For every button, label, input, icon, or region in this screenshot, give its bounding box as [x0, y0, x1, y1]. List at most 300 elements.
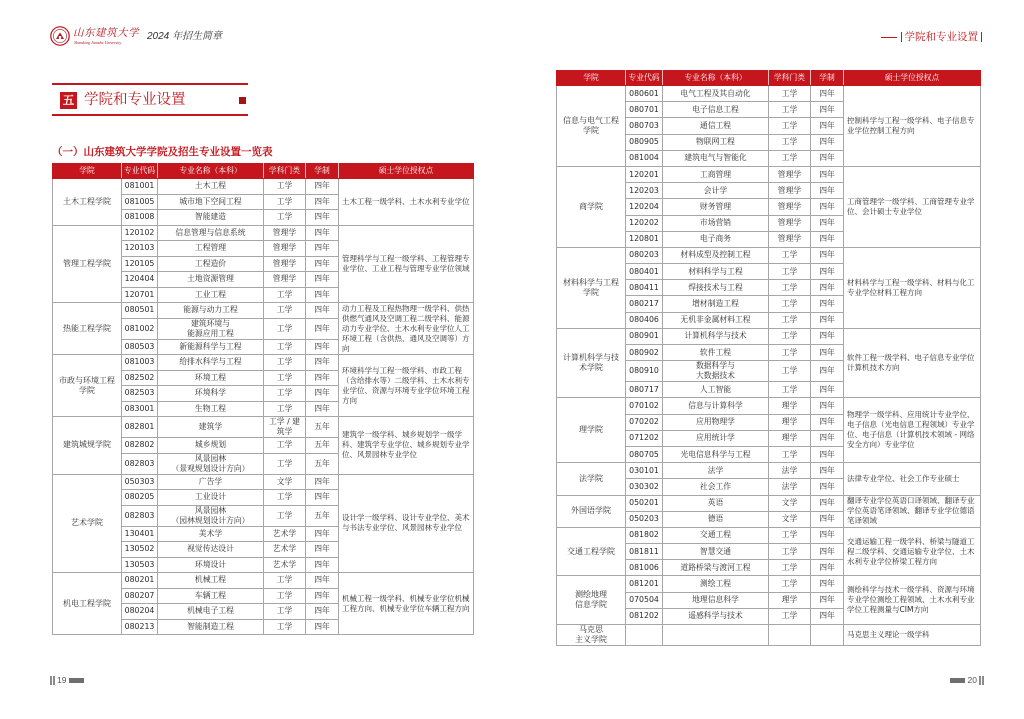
college-cell: 交通工程学院 [557, 527, 626, 576]
master-degree-cell: 动力工程及工程热物理一级学科、供热供燃气通风及空调工程二级学科、能源动力专业学位、土木水利专业学位人工环境工程（含供热、通风及空调等）方向 [339, 303, 474, 355]
master-degree-cell: 交通运输工程一级学科、桥梁与隧道工程二级学科、交通运输专业学位、土木水利专业学位桥梁工程方向 [844, 527, 981, 576]
major-name-cell: 城乡规划 [158, 438, 264, 454]
major-code-cell: 083001 [122, 401, 158, 417]
duration-cell: 四年 [306, 210, 339, 226]
duration-cell: 四年 [811, 280, 844, 296]
major-name-cell: 机械工程 [158, 573, 264, 589]
major-name-cell: 工商管理 [663, 166, 769, 182]
discipline-cell: 工学 [264, 355, 306, 371]
college-cell: 马克思 主义学院 [557, 625, 626, 646]
discipline-cell: 管理学 [769, 199, 811, 215]
duration-cell: 四年 [306, 318, 339, 339]
major-code-cell: 130401 [122, 526, 158, 542]
footer-tick [50, 676, 52, 685]
running-header-bar-left [901, 32, 902, 42]
discipline-cell: 工学 [769, 102, 811, 118]
major-name-cell: 遥感科学与技术 [663, 608, 769, 624]
discipline-cell: 工学 [769, 527, 811, 543]
major-code-cell: 082801 [122, 417, 158, 438]
duration-cell: 四年 [811, 511, 844, 527]
master-degree-cell: 物理学一级学科、应用统计专业学位、电子信息（光电信息工程领域）专业学位、电子信息（计算机技术领域 - 网络安全方向）专业学位 [844, 398, 981, 463]
duration-cell: 四年 [306, 401, 339, 417]
column-header-code: 专业代码 [122, 164, 158, 179]
duration-cell: 五年 [306, 438, 339, 454]
college-cell: 测绘地理 信息学院 [557, 576, 626, 625]
major-name-cell: 市场营销 [663, 215, 769, 231]
discipline-cell: 工学 [769, 280, 811, 296]
major-code-cell: 080901 [626, 328, 663, 344]
column-header-major-name: 专业名称（本科） [158, 164, 264, 179]
major-name-cell: 智能建造 [158, 210, 264, 226]
duration-cell: 四年 [306, 225, 339, 241]
major-code-cell: 120701 [122, 287, 158, 303]
major-code-cell: 081006 [626, 560, 663, 576]
duration-cell: 四年 [306, 272, 339, 288]
major-name-cell: 环境工程 [158, 370, 264, 386]
duration-cell: 四年 [811, 446, 844, 462]
major-name-cell: 增材制造工程 [663, 296, 769, 312]
table-row [53, 179, 474, 195]
master-degree-cell: 马克思主义理论一级学科 [844, 625, 981, 646]
column-header-discipline: 学科门类 [769, 71, 811, 86]
master-degree-cell: 材料科学与工程一级学科、材料与化工专业学位材料工程方向 [844, 247, 981, 328]
major-code-cell: 080213 [122, 619, 158, 635]
duration-cell: 四年 [306, 526, 339, 542]
major-name-cell: 计算机科学与技术 [663, 328, 769, 344]
duration-cell: 四年 [811, 576, 844, 592]
duration-cell: 四年 [811, 183, 844, 199]
major-name-cell: 环境设计 [158, 557, 264, 573]
table-body-right [557, 86, 981, 646]
duration-cell: 四年 [811, 231, 844, 247]
duration-cell: 四年 [811, 382, 844, 398]
major-name-cell: 视觉传达设计 [158, 542, 264, 558]
major-code-cell: 050201 [626, 495, 663, 511]
major-name-cell: 工程管理 [158, 241, 264, 257]
master-degree-cell: 软件工程一级学科、电子信息专业学位计算机技术方向 [844, 328, 981, 398]
major-name-cell: 地理信息科学 [663, 592, 769, 608]
table-row [557, 495, 981, 511]
duration-cell: 四年 [811, 398, 844, 414]
major-name-cell: 环境科学 [158, 386, 264, 402]
table-row [557, 625, 981, 646]
discipline-cell: 工学 [769, 150, 811, 166]
major-code-cell: 080601 [626, 86, 663, 102]
duration-cell: 四年 [306, 386, 339, 402]
table-row [557, 398, 981, 414]
major-code-cell: 081001 [122, 179, 158, 195]
college-cell: 信息与电气工程学院 [557, 86, 626, 167]
page-number-right: 20 [967, 675, 977, 685]
master-degree-cell: 控制科学与工程一级学科、电子信息专业学位控制工程方向 [844, 86, 981, 167]
discipline-cell: 工学 [769, 446, 811, 462]
duration-cell: 四年 [811, 328, 844, 344]
duration-cell: 四年 [306, 355, 339, 371]
master-degree-cell: 工商管理学一级学科、工商管理专业学位、会计硕士专业学位 [844, 166, 981, 247]
column-header-college: 学院 [53, 164, 122, 179]
major-name-cell: 无机非金属材料工程 [663, 312, 769, 328]
discipline-cell: 艺术学 [264, 526, 306, 542]
major-code-cell: 080204 [122, 604, 158, 620]
table-row [557, 247, 981, 263]
duration-cell: 四年 [306, 256, 339, 272]
major-name-cell: 电子信息工程 [663, 102, 769, 118]
major-name-cell [663, 625, 769, 646]
discipline-cell: 工学 [769, 86, 811, 102]
table-row [53, 355, 474, 371]
college-cell: 艺术学院 [53, 474, 122, 573]
college-cell: 机电工程学院 [53, 573, 122, 635]
majors-table-left [52, 163, 474, 635]
major-name-cell: 工业设计 [158, 490, 264, 506]
discipline-cell: 工学 [264, 453, 306, 474]
duration-cell: 四年 [811, 150, 844, 166]
major-code-cell: 080902 [626, 345, 663, 361]
brochure-title: 2024 年招生简章 [147, 31, 223, 42]
major-code-cell: 080501 [122, 303, 158, 319]
university-seal-logo [50, 26, 70, 46]
column-header-master-degree: 硕士学位授权点 [844, 71, 981, 86]
college-cell: 建筑城规学院 [53, 417, 122, 475]
running-header-title: 学院和专业设置 [904, 31, 978, 43]
major-name-cell: 材料成型及控制工程 [663, 247, 769, 263]
master-degree-cell: 设计学一级学科、设计专业学位、美术与书法专业学位、风景园林专业学位 [339, 474, 474, 573]
column-header-college: 学院 [557, 71, 626, 86]
college-cell: 管理工程学院 [53, 225, 122, 303]
duration-cell: 四年 [811, 361, 844, 382]
duration-cell: 四年 [306, 194, 339, 210]
duration-cell: 四年 [306, 557, 339, 573]
major-name-cell: 应用物理学 [663, 414, 769, 430]
major-code-cell: 120202 [626, 215, 663, 231]
college-cell: 商学院 [557, 166, 626, 247]
table-row [53, 417, 474, 438]
duration-cell: 四年 [811, 134, 844, 150]
major-name-cell: 应用统计学 [663, 430, 769, 446]
major-name-cell: 风景园林 （景观规划设计方向） [158, 453, 264, 474]
major-code-cell: 081002 [122, 318, 158, 339]
college-cell: 热能工程学院 [53, 303, 122, 355]
table-row [53, 573, 474, 589]
duration-cell: 四年 [306, 588, 339, 604]
duration-cell: 四年 [811, 608, 844, 624]
duration-cell: 四年 [306, 573, 339, 589]
major-code-cell: 082802 [122, 438, 158, 454]
discipline-cell: 工学 [769, 345, 811, 361]
majors-table-right [556, 70, 981, 646]
major-code-cell: 070202 [626, 414, 663, 430]
major-name-cell: 给排水科学与工程 [158, 355, 264, 371]
college-cell: 法学院 [557, 463, 626, 495]
major-code-cell: 080701 [626, 102, 663, 118]
major-name-cell: 电子商务 [663, 231, 769, 247]
major-name-cell: 能源与动力工程 [158, 303, 264, 319]
duration-cell: 四年 [306, 619, 339, 635]
duration-cell: 四年 [306, 604, 339, 620]
discipline-cell: 法学 [769, 463, 811, 479]
major-name-cell: 建筑电气与智能化 [663, 150, 769, 166]
major-name-cell: 德语 [663, 511, 769, 527]
major-name-cell: 智慧交通 [663, 544, 769, 560]
page-number-left: 19 [57, 675, 67, 685]
footer-bar [950, 678, 965, 683]
major-code-cell: 082503 [122, 386, 158, 402]
duration-cell: 四年 [811, 527, 844, 543]
table-row [557, 86, 981, 102]
discipline-cell: 文学 [769, 495, 811, 511]
major-code-cell: 120404 [122, 272, 158, 288]
running-header-dash [881, 37, 897, 38]
major-name-cell: 城市地下空间工程 [158, 194, 264, 210]
discipline-cell: 理学 [769, 592, 811, 608]
section-title: 学院和专业设置 [84, 92, 186, 108]
table-row [53, 303, 474, 319]
column-header-code: 专业代码 [626, 71, 663, 86]
major-code-cell: 120204 [626, 199, 663, 215]
major-code-cell: 080910 [626, 361, 663, 382]
discipline-cell: 工学 [769, 544, 811, 560]
master-degree-cell: 土木工程一级学科、土木水利专业学位 [339, 179, 474, 226]
major-code-cell: 120102 [122, 225, 158, 241]
discipline-cell: 理学 [769, 414, 811, 430]
discipline-cell: 工学 [769, 608, 811, 624]
major-name-cell: 土木工程 [158, 179, 264, 195]
discipline-cell: 理学 [769, 430, 811, 446]
duration-cell [811, 625, 844, 646]
section-rule-bottom [52, 114, 248, 116]
college-cell: 土木工程学院 [53, 179, 122, 226]
duration-cell: 四年 [811, 544, 844, 560]
major-name-cell: 建筑环境与 能源应用工程 [158, 318, 264, 339]
major-code-cell: 081811 [626, 544, 663, 560]
major-code-cell: 080717 [626, 382, 663, 398]
major-code-cell: 130502 [122, 542, 158, 558]
discipline-cell: 工学 [769, 312, 811, 328]
discipline-cell: 文学 [264, 474, 306, 490]
major-code-cell: 120801 [626, 231, 663, 247]
discipline-cell: 工学 [769, 134, 811, 150]
duration-cell: 四年 [306, 179, 339, 195]
discipline-cell: 理学 [769, 398, 811, 414]
duration-cell: 四年 [306, 303, 339, 319]
discipline-cell: 工学 [264, 287, 306, 303]
master-degree-cell: 法律专业学位、社会工作专业硕士 [844, 463, 981, 495]
major-code-cell: 080905 [626, 134, 663, 150]
major-name-cell: 智能制造工程 [158, 619, 264, 635]
duration-cell: 四年 [811, 592, 844, 608]
major-code-cell: 050303 [122, 474, 158, 490]
major-name-cell: 土地资源管理 [158, 272, 264, 288]
footer-tick [979, 676, 981, 685]
college-cell: 理学院 [557, 398, 626, 463]
duration-cell: 四年 [811, 215, 844, 231]
discipline-cell: 工学 [264, 401, 306, 417]
master-degree-cell: 建筑学一级学科、城乡规划学一级学科、建筑学专业学位、城乡规划专业学位、风景园林专业学位 [339, 417, 474, 475]
major-code-cell: 082502 [122, 370, 158, 386]
college-cell: 外国语学院 [557, 495, 626, 527]
duration-cell: 四年 [811, 86, 844, 102]
major-code-cell: 130503 [122, 557, 158, 573]
major-code-cell [626, 625, 663, 646]
major-code-cell: 080503 [122, 339, 158, 355]
duration-cell: 四年 [811, 296, 844, 312]
discipline-cell: 工学 / 建筑学 [264, 417, 306, 438]
page-footer-right [950, 675, 985, 685]
major-name-cell: 建筑学 [158, 417, 264, 438]
major-code-cell: 081802 [626, 527, 663, 543]
duration-cell: 四年 [306, 474, 339, 490]
duration-cell: 五年 [306, 453, 339, 474]
major-name-cell: 机械电子工程 [158, 604, 264, 620]
footer-bar [69, 678, 84, 683]
discipline-cell: 工学 [264, 179, 306, 195]
table-row [557, 328, 981, 344]
discipline-cell: 管理学 [769, 183, 811, 199]
master-degree-cell: 翻译专业学位英语口译领域、翻译专业学位英语笔译领域、翻译专业学位德语笔译领域 [844, 495, 981, 527]
discipline-cell [769, 625, 811, 646]
duration-cell: 四年 [811, 345, 844, 361]
duration-cell: 四年 [811, 479, 844, 495]
discipline-cell: 工学 [264, 438, 306, 454]
duration-cell: 四年 [306, 339, 339, 355]
duration-cell: 四年 [306, 287, 339, 303]
discipline-cell: 工学 [769, 328, 811, 344]
column-header-major-name: 专业名称（本科） [663, 71, 769, 86]
university-name-logo: 山东建筑大学 [73, 27, 139, 39]
major-code-cell: 081008 [122, 210, 158, 226]
footer-tick [53, 676, 55, 685]
college-cell: 市政与环境工程学院 [53, 355, 122, 417]
duration-cell: 四年 [811, 463, 844, 479]
section-square-mark [239, 97, 246, 104]
duration-cell: 五年 [306, 505, 339, 526]
discipline-cell: 管理学 [264, 256, 306, 272]
major-code-cell: 082803 [122, 505, 158, 526]
discipline-cell: 艺术学 [264, 557, 306, 573]
major-code-cell: 080217 [626, 296, 663, 312]
duration-cell: 五年 [306, 417, 339, 438]
major-code-cell: 082803 [122, 453, 158, 474]
major-code-cell: 080401 [626, 264, 663, 280]
major-code-cell: 120201 [626, 166, 663, 182]
college-cell: 计算机科学与技术学院 [557, 328, 626, 398]
major-code-cell: 080705 [626, 446, 663, 462]
major-code-cell: 070504 [626, 592, 663, 608]
duration-cell: 四年 [811, 199, 844, 215]
major-code-cell: 081201 [626, 576, 663, 592]
major-name-cell: 物联网工程 [663, 134, 769, 150]
discipline-cell: 工学 [769, 118, 811, 134]
major-name-cell: 美术学 [158, 526, 264, 542]
major-code-cell: 070102 [626, 398, 663, 414]
major-name-cell: 生物工程 [158, 401, 264, 417]
duration-cell: 四年 [306, 241, 339, 257]
discipline-cell: 工学 [264, 386, 306, 402]
discipline-cell: 工学 [769, 560, 811, 576]
major-name-cell: 工业工程 [158, 287, 264, 303]
master-degree-cell: 测绘科学与技术一级学科、资源与环境专业学位测绘工程领域、土木水利专业学位工程测量与CIM方向 [844, 576, 981, 625]
major-name-cell: 数据科学与 大数据技术 [663, 361, 769, 382]
duration-cell: 四年 [811, 312, 844, 328]
duration-cell: 四年 [811, 560, 844, 576]
page-footer-left [50, 675, 84, 685]
column-header-duration: 学制 [811, 71, 844, 86]
duration-cell: 四年 [306, 370, 339, 386]
master-degree-cell: 管理科学与工程一级学科、工程管理专业学位、工业工程与管理专业学位领域 [339, 225, 474, 303]
college-cell: 材料科学与工程学院 [557, 247, 626, 328]
discipline-cell: 工学 [769, 247, 811, 263]
discipline-cell: 管理学 [769, 231, 811, 247]
major-code-cell: 071202 [626, 430, 663, 446]
table-row [557, 463, 981, 479]
master-degree-cell: 环境科学与工程一级学科、市政工程（含给排水等）二级学科、土木水利专业学位、资源与环境专业学位环境工程方向 [339, 355, 474, 417]
discipline-cell: 文学 [769, 511, 811, 527]
duration-cell: 四年 [811, 430, 844, 446]
discipline-cell: 工学 [264, 490, 306, 506]
discipline-cell: 工学 [264, 194, 306, 210]
duration-cell: 四年 [306, 542, 339, 558]
major-code-cell: 081004 [626, 150, 663, 166]
major-name-cell: 测绘工程 [663, 576, 769, 592]
discipline-cell: 工学 [769, 264, 811, 280]
running-header-bar-right [981, 32, 982, 42]
major-name-cell: 法学 [663, 463, 769, 479]
major-code-cell: 120103 [122, 241, 158, 257]
duration-cell: 四年 [306, 490, 339, 506]
discipline-cell: 工学 [264, 303, 306, 319]
discipline-cell: 工学 [264, 604, 306, 620]
major-code-cell: 030101 [626, 463, 663, 479]
table-body-left [53, 179, 474, 635]
major-name-cell: 广告学 [158, 474, 264, 490]
section-rule-top [52, 83, 248, 85]
major-code-cell: 080205 [122, 490, 158, 506]
discipline-cell: 工学 [264, 619, 306, 635]
table-row [53, 225, 474, 241]
discipline-cell: 管理学 [264, 272, 306, 288]
major-code-cell: 080411 [626, 280, 663, 296]
major-name-cell: 信息管理与信息系统 [158, 225, 264, 241]
major-code-cell: 080203 [626, 247, 663, 263]
master-degree-cell: 机械工程一级学科、机械专业学位机械工程方向、机械专业学位车辆工程方向 [339, 573, 474, 635]
major-name-cell: 道路桥梁与渡河工程 [663, 560, 769, 576]
discipline-cell: 管理学 [264, 241, 306, 257]
discipline-cell: 工学 [264, 505, 306, 526]
major-name-cell: 电气工程及其自动化 [663, 86, 769, 102]
discipline-cell: 管理学 [264, 225, 306, 241]
major-code-cell: 080406 [626, 312, 663, 328]
duration-cell: 四年 [811, 414, 844, 430]
running-header [881, 30, 986, 44]
discipline-cell: 管理学 [769, 166, 811, 182]
table-subtitle: （一）山东建筑大学学院及招生专业设置一览表 [52, 146, 273, 158]
discipline-cell: 工学 [264, 370, 306, 386]
major-name-cell: 车辆工程 [158, 588, 264, 604]
discipline-cell: 工学 [264, 210, 306, 226]
discipline-cell: 工学 [264, 318, 306, 339]
major-code-cell: 080207 [122, 588, 158, 604]
major-name-cell: 风景园林 （园林规划设计方向） [158, 505, 264, 526]
major-name-cell: 交通工程 [663, 527, 769, 543]
major-code-cell: 080201 [122, 573, 158, 589]
major-name-cell: 英语 [663, 495, 769, 511]
discipline-cell: 工学 [264, 588, 306, 604]
major-name-cell: 会计学 [663, 183, 769, 199]
discipline-cell: 工学 [769, 382, 811, 398]
major-code-cell: 081005 [122, 194, 158, 210]
discipline-cell: 工学 [769, 296, 811, 312]
discipline-cell: 工学 [769, 576, 811, 592]
